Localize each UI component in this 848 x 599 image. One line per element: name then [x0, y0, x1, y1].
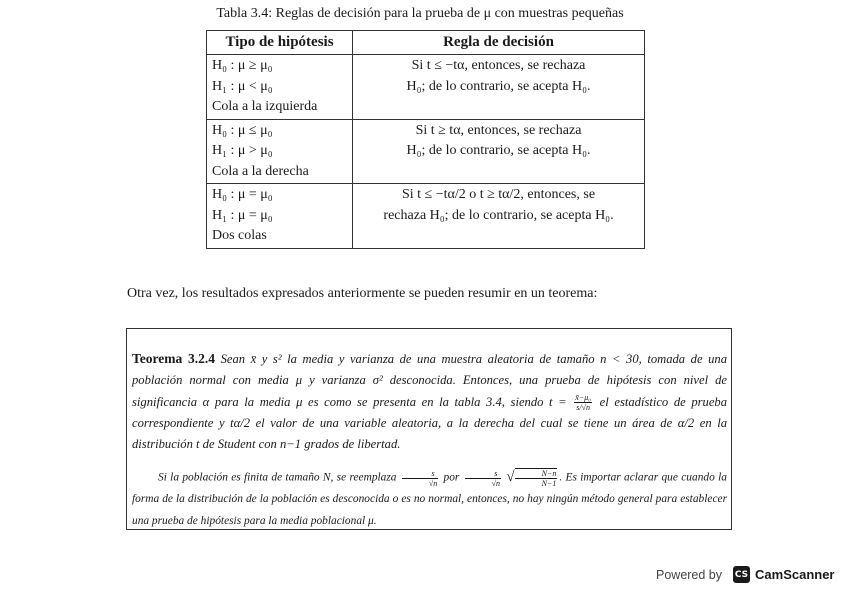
sqrt-symbol: √ [506, 469, 515, 486]
rule-line: rechaza H₀; de lo contrario, se acepta H₀. [383, 207, 614, 223]
table-row [207, 119, 645, 184]
rule-line: H₀; de lo contrario, se acepta H₀. [406, 78, 591, 94]
table-row [207, 184, 645, 249]
rule-line: Si t ≥ tα, entonces, se rechaza [415, 122, 582, 138]
theorem-text-1: Sean x̄ y s² la media y varianza de una muestra aleatoria de tamaño n < 30, tomada de una población normal con media μ y varianza σ² desconocida. Entonces, una prueba de hipótesis con nivel de significancia α para la media μ es como se presenta en la tabla 3.4, siendo t = [132, 352, 727, 409]
t-statistic-fraction [574, 393, 592, 412]
powered-by-text: Powered by [656, 567, 723, 582]
fraction-denominator: √n [428, 478, 438, 488]
null-hypothesis: H₀ : μ ≥ μ₀ [212, 58, 273, 73]
fraction-numerator: N−n [515, 469, 558, 479]
table-row [207, 55, 645, 120]
fraction-denominator: s/√n [576, 403, 591, 413]
rule-cell [353, 119, 645, 184]
fraction-numerator: x̄−μ₀ [575, 393, 592, 403]
fraction-denominator: √n [491, 478, 501, 488]
null-hypothesis: H₀ : μ ≤ μ₀ [212, 122, 273, 138]
std-error-fraction [402, 469, 438, 488]
tail-type: Cola a la derecha [212, 163, 309, 179]
table-caption-text: Tabla 3.4: Reglas de decisión para la prueba de μ con muestras pequeñas [216, 6, 624, 21]
theorem-heading: Teorema 3.2.4 [132, 351, 216, 366]
rule-line: Si t ≤ −tα, entonces, se rechaza [411, 58, 586, 73]
std-error-fraction-2 [465, 469, 501, 488]
table-header-row [207, 31, 645, 55]
rule-line: H₀; de lo contrario, se acepta H₀. [406, 143, 591, 158]
alt-hypothesis: H₁ : μ < μ₀ [212, 78, 273, 94]
rule-cell [353, 184, 645, 249]
hypothesis-cell [207, 184, 353, 249]
summary-paragraph: Otra vez, los resultados expresados anteriormente se pueden resumir en un teorema: [127, 286, 598, 301]
decision-rules-table [206, 30, 645, 249]
header-decision-rule: Regla de decisión [353, 31, 645, 55]
theorem-paragraph-2 [132, 467, 727, 532]
tail-type: Cola a la izquierda [212, 99, 318, 114]
finite-population-text-2: . Es importar aclarar que cuando la forma de la distribución de la población es desconocida o es no normal, entonces, no hay ningún método general para establecer una prueba de hipótesis para la media poblacional μ. [132, 471, 727, 527]
rule-line: Si t ≤ −tα/2 o t ≥ tα/2, entonces, se [401, 187, 596, 202]
tail-type: Dos colas [212, 228, 267, 243]
alt-hypothesis: H₁ : μ > μ₀ [212, 143, 273, 158]
table-caption [0, 6, 848, 22]
hypothesis-cell [207, 55, 353, 120]
word-por: por [443, 471, 460, 484]
theorem-text-2: el estadístico de prueba correspondiente y tα/2 el valor de una variable aleatoria, a la derecha del cual se tiene un área de α/2 en la distribución t de Student con n−1 grados de libertad. [132, 394, 728, 452]
camscanner-watermark [656, 566, 835, 583]
rule-cell [353, 55, 645, 120]
finite-population-text-1: Si la población es finita de tamaño N, se reemplaza [158, 471, 397, 484]
camscanner-brand: CamScanner [755, 567, 835, 582]
fraction-numerator: s [465, 469, 501, 479]
finite-correction-fraction [515, 468, 558, 488]
theorem-box [126, 328, 732, 530]
header-hypothesis-type: Tipo de hipótesis [207, 31, 353, 55]
hypothesis-cell [207, 119, 353, 184]
alt-hypothesis: H₁ : μ = μ₀ [212, 207, 273, 223]
null-hypothesis: H₀ : μ = μ₀ [212, 187, 273, 202]
theorem-paragraph-1 [132, 348, 727, 455]
camscanner-logo-icon: CS [733, 566, 750, 583]
fraction-numerator: s [402, 469, 438, 479]
fraction-denominator: N−1 [541, 479, 557, 489]
